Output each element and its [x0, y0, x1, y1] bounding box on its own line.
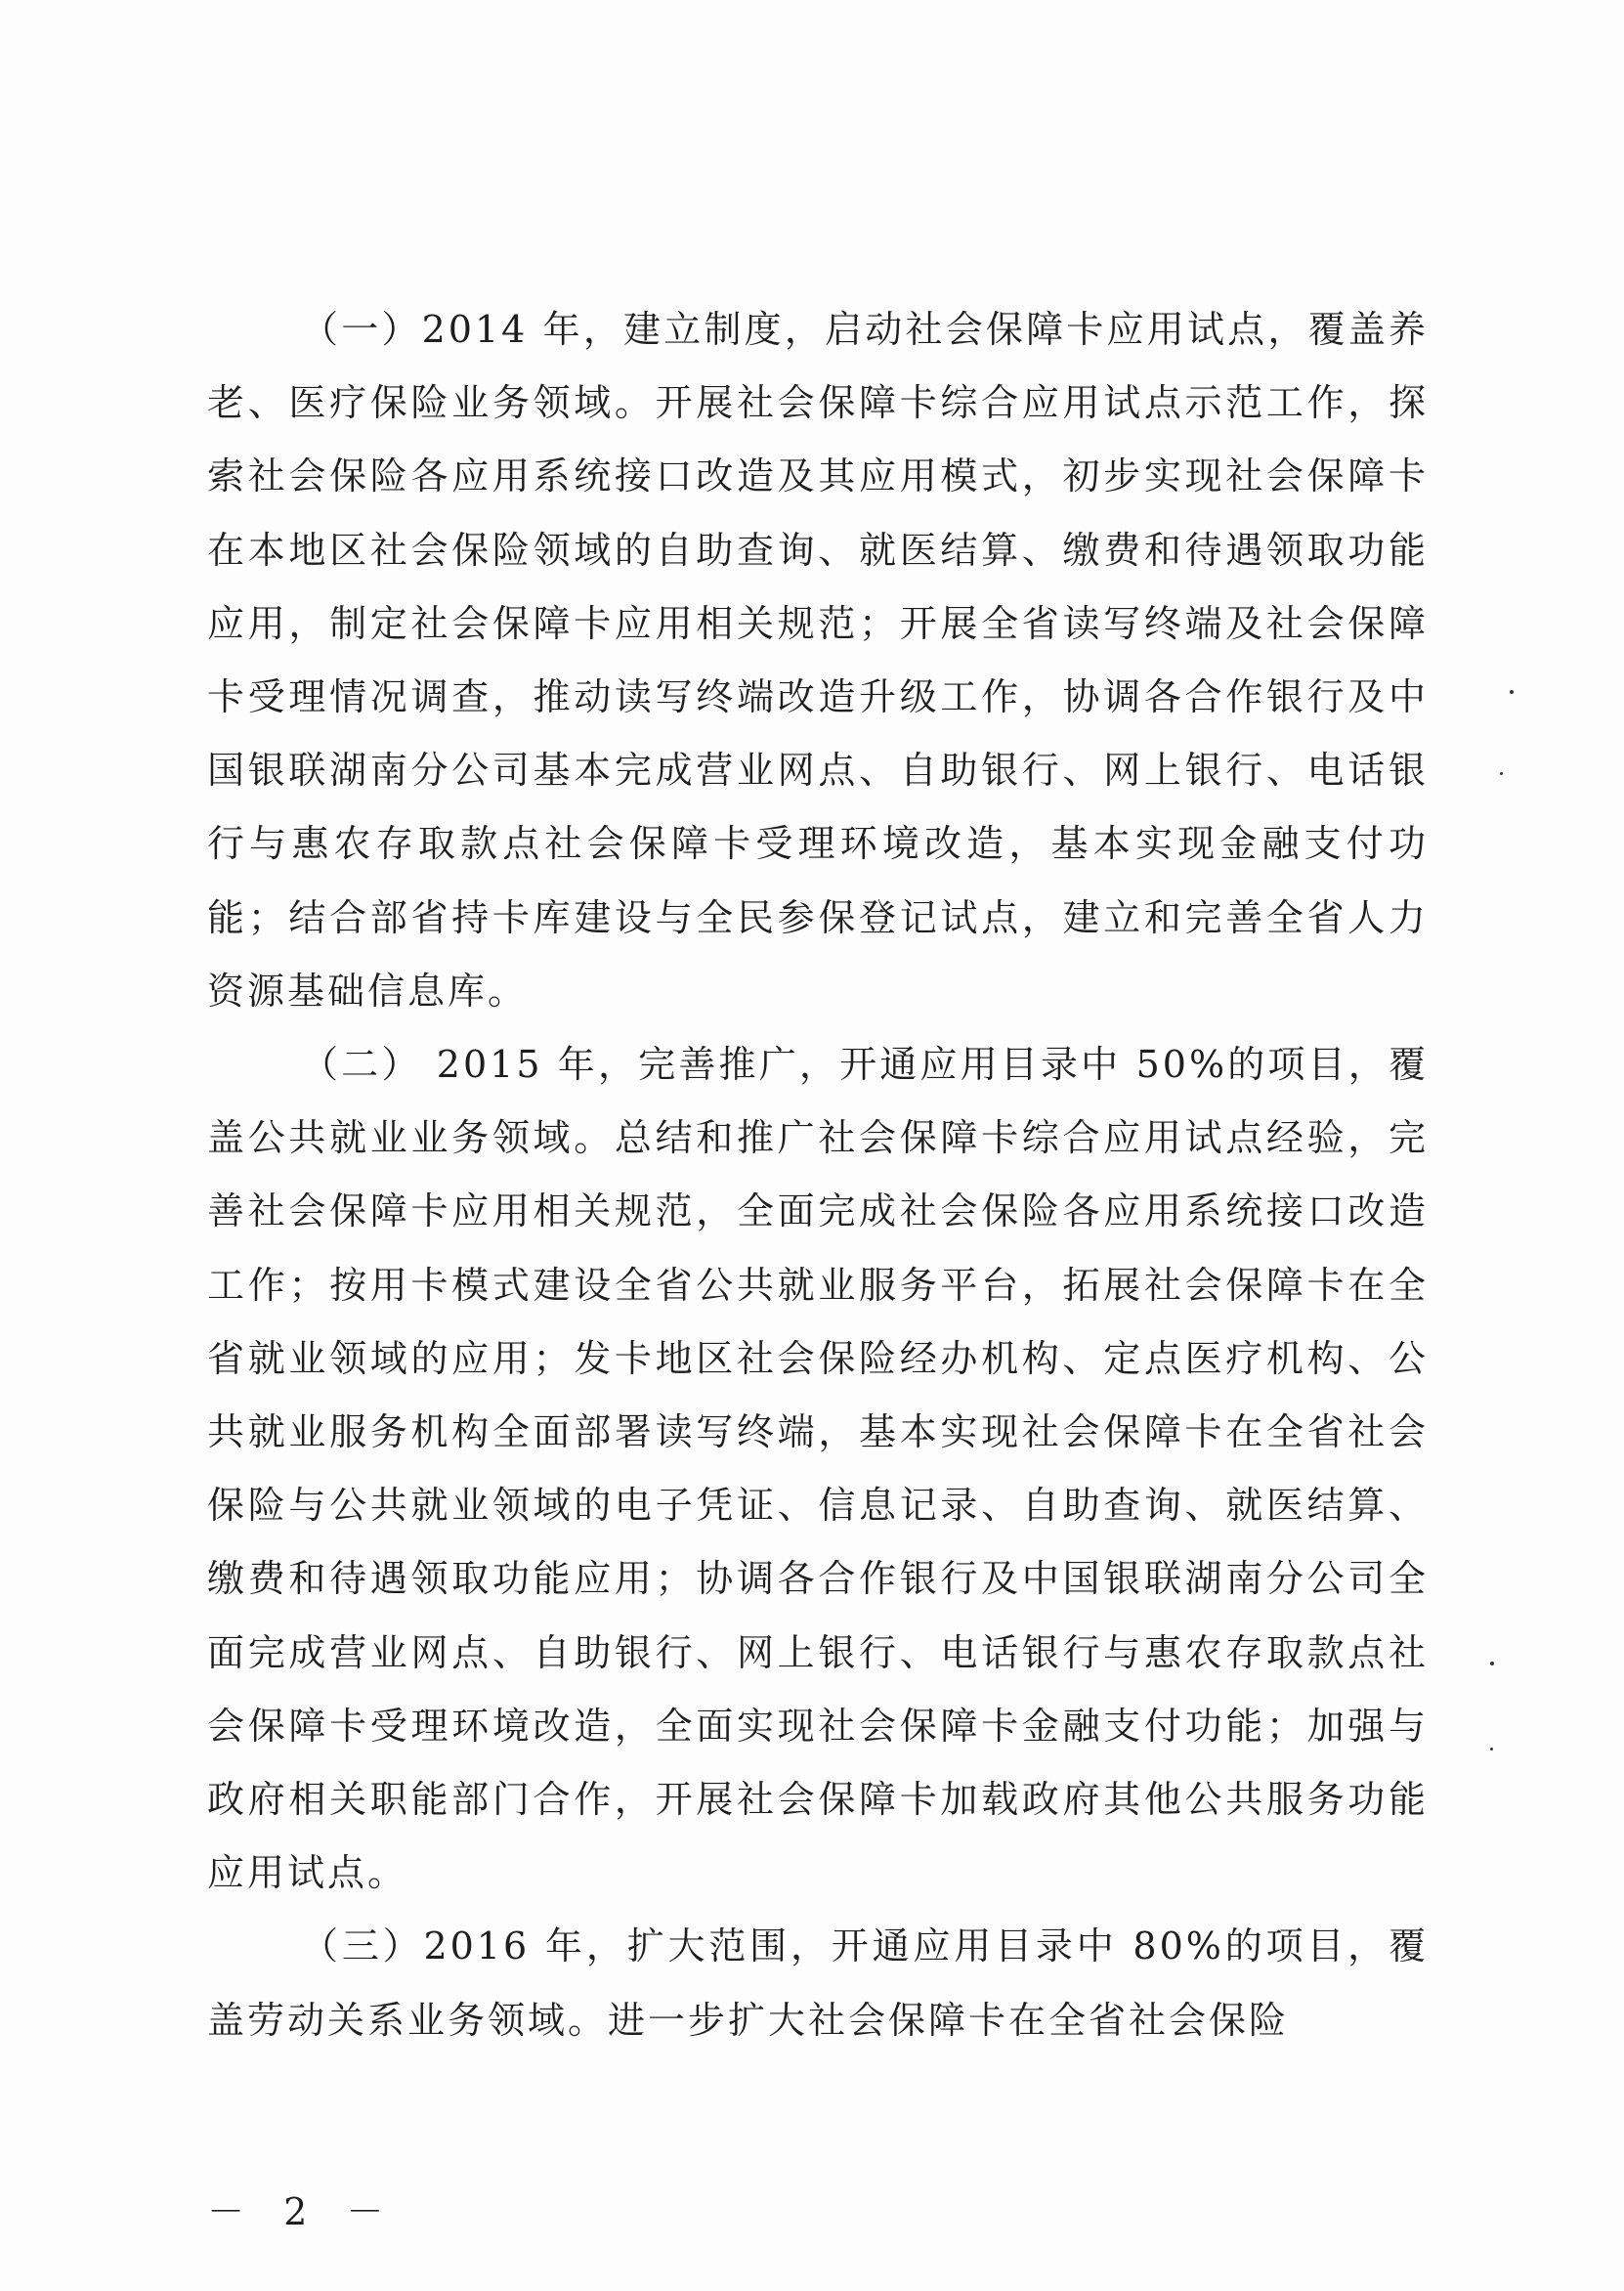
paragraph-2016: （三）2016 年，扩大范围，开通应用目录中 80%的项目，覆盖劳动关系业务领域。进一步扩大社会保障卡在全省社会保险	[207, 1924, 1429, 2042]
paragraph-2015: （二） 2015 年，完善推广，开通应用目录中 50%的项目，覆盖公共就业业务领域。总结和推广社会保障卡综合应用试点经验，完善社会保障卡应用相关规范，全面完成社会保险各应用系统接口改造工作；按用卡模式建设全省公共就业服务平台，拓展社会保障卡在全省就业领域的应用；发卡地区社会保险经办机构、定点医疗机构、公共就业服务机构全面部署读写终端，基本实现社会保障卡在全省社会保险与公共就业领域的电子凭证、信息记录、自助查询、就医结算、缴费和待遇领取功能应用；协调各合作银行及中国银联湖南分公司全面完成营业网点、自助银行、网上银行、电话银行与惠农存取款点社会保障卡受理环境改造，全面实现社会保障卡金融支付功能；加强与政府相关职能部门合作，开展社会保障卡加载政府其他公共服务功能应用试点。	[207, 1043, 1429, 1895]
document-body	[207, 293, 1429, 2057]
scan-speck	[1500, 772, 1503, 775]
scan-speck	[1490, 1662, 1494, 1665]
scan-speck	[1510, 690, 1514, 694]
scan-speck	[1490, 1748, 1493, 1751]
paragraph-2014: （一）2014 年，建立制度，启动社会保障卡应用试点，覆盖养老、医疗保险业务领域。开展社会保障卡综合应用试点示范工作，探索社会保险各应用系统接口改造及其应用模式，初步实现社会保障卡在本地区社会保险领域的自助查询、就医结算、缴费和待遇领取功能应用，制定社会保障卡应用相关规范；开展全省读写终端及社会保障卡受理情况调查，推动读写终端改造升级工作，协调各合作银行及中国银联湖南分公司基本完成营业网点、自助银行、网上银行、电话银行与惠农存取款点社会保障卡受理环境改造，基本实现金融支付功能；结合部省持卡库建设与全民参保登记试点，建立和完善全省人力资源基础信息库。	[207, 308, 1429, 1013]
page-number: － 2 －	[207, 2190, 398, 2233]
